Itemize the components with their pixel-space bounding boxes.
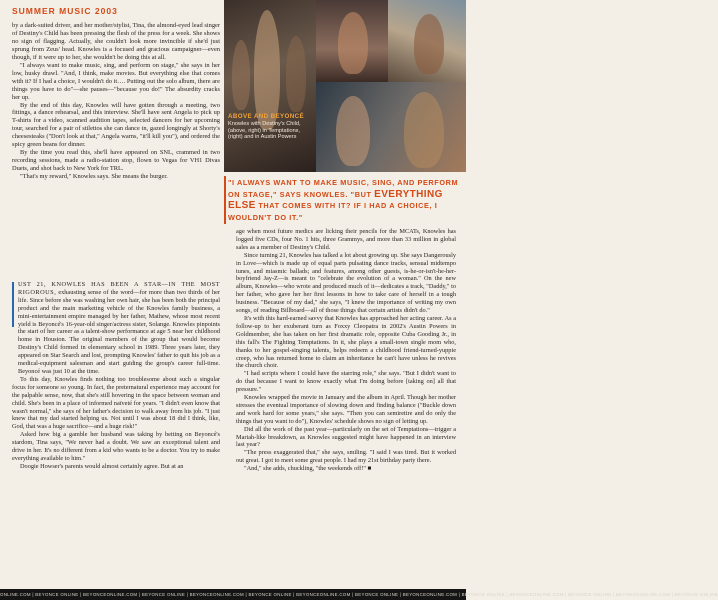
paragraph [12, 281, 220, 376]
paragraph: "I always want to make music, sing, and perform on stage," she says in her low, husky drawl. "And, I think, make movies. But everything else that comes with it? If I had a choice, I wouldn't do it…. Putting out the solo album, there are things you have to do"—she pauses—"because you do!" The absurdity cracks her up. [12, 61, 220, 101]
left-column-bottom [12, 281, 220, 471]
paragraph: "The press exaggerated that," she says, smiling. "I said I was tired. But it worked out great. I got to meet some great people. I had my 21st birthday party there. [236, 449, 456, 465]
paragraph: By the end of this day, Knowles will have gotten through a meeting, two fittings, a dance rehearsal, and this interview. She'll have sent Angela to pick up T-shirts for a video, scanned audition tapes, selected dancers for her upcoming tour, searched for a pair of stilettos she can dance in, gazed longingly at Shorty's cheesesteaks ("Don't look at that," Angela warns, "it'll kill you"), and ordered the spicy green beans for dinner. [12, 101, 220, 149]
paragraph: Since turning 21, Knowles has talked a lot about growing up. She says Dangerously in Love—which is made up of equal parts pulsating dance tracks, sensual midtempo tunes, and miasmic ballads; and features, among other guests, is-he-or-isn't-he-her-boyfriend Jay-Z—is meant to "celebrate the evolution of a woman." On the new album, Knowles—who wrote and produced much of it—dedicates a track, "Daddy," to her father, who gave her her first lessons in how to take care of herself in a tough business. "Because of my dad," she says, "I knew the importance of writing my own songs, of reading Billboard—all of those things that certain artists didn't do." [236, 251, 456, 315]
paragraph: Knowles wrapped the movie in January and the album in April. Though her mother stresses the eventual importance of slowing down and finding balance ("Buckle down and work hard for some years," she says. "Then you can semiretire and do only the things that you want to do"), Knowles' schedule shows no sign of letting up. [236, 394, 456, 425]
photo-destinys-child [224, 0, 316, 172]
photo-caption [228, 114, 314, 141]
paragraph: Doogie Howser's parents would almost certainly agree. But at an [20, 462, 184, 470]
pull-quote-emphasis: EVERYTHING ELSE [228, 188, 443, 211]
caption-title: ABOVE AND BEYONCÉ [228, 113, 305, 120]
paragraph: It's with this hard-earned savvy that Knowles has approached her acting career. As a follow-up to her exuberant turn as Foxxy Cleopatra in 2002's Austin Powers in Goldmember, she has taken on her first dramatic role, opposite Cuba Gooding Jr., in this fall's The Fighting Temptations. In it, she plays a small-town single mom who, thanks to her gospel-singing talents, helps redeem a childhood friend-turned-yuppie creep, who has returned home to claim an inheritance he can't have unless he revives the church choir. [236, 314, 456, 370]
paragraph: by a dark-suited driver, and her mother/stylist, Tina, the almond-eyed lead singer of Destiny's Child has been pressing the flesh of the press for a week. She shows no sign of flagging. Actually, she couldn't look more invincible if she'd just sprung from Zeus' head. Knowles is a focused and gracious campaigner—even though, if it were up to her, she wouldn't be doing this at all. [12, 22, 220, 61]
paragraph: "That's my reward," Knowles says. She means the burger. [20, 173, 168, 181]
photo-austin-powers [316, 82, 466, 172]
paragraph: "I had scripts where I could have the starring role," she says. "But I didn't want to do that because I want to know exactly what I'm doing before [taking on] all that pressure." [236, 370, 456, 394]
pull-quote-rule [224, 176, 226, 224]
pull-quote-part1: "I ALWAYS WANT TO MAKE MUSIC, SING, AND PERFORM ON STAGE," SAYS KNOWLES. "BUT [228, 178, 459, 199]
paragraph: Did all the work of the past year—particularly on the set of Temptations—trigger a Mariah-like breakdown, as Knowles suggested might have happened in an interview last year? [236, 425, 456, 449]
paragraph: To this day, Knowles finds nothing too troublesome about such a singular focus for someone so young. In fact, the preternatural experience may account for the palpable sense, now, that she's still hovering in the space between woman and child. She's been in a place of informed naïveté for years. "I didn't even know that wasn't normal," she says of her father's decision to walk away from his job. "I just knew that my dad started helping us. Not until I was about 18 did I think, like, God, that was a huge sacrifice—and a huge risk!" [12, 375, 220, 431]
photo-temptations [316, 0, 388, 82]
pull-quote-part2: THAT COMES WITH IT? IF I HAD A CHOICE, I WOULDN'T DO IT." [228, 201, 438, 222]
lead-paragraph-text: exhausting sense of the word—for more than two thirds of her life. Since before she was washing her own hair, she has been both the principal product and the main marketing vehicle of the Knowles family business, a mini-entertainment empire managed by her father, Mathew, whose most recent yield is Beyoncé's 16-year-old singer/actress sister, Solange. Knowles pinpoints the start of her career as a talent-show performance at age 5 near her childhood home in Houston. The original members of the group that would become Destiny's Child formed in elementary school in 1989. Three years later, they appeared on Star Search and lost, prompting Knowles' father to quit his job as a medical-equipment salesman and start guiding the group's career full-time. Beyoncé was just 10 at the time. [18, 288, 220, 375]
section-header: SUMMER MUSIC 2003 [12, 6, 118, 16]
paragraph: By the time you read this, she'll have appeared on SNL, crammed in two recording sessions, made a radio-station stop, flown to Vegas for VH1 Divas Duets, and shot back to New York for TRL. [12, 149, 220, 173]
left-column-top [12, 22, 220, 181]
paragraph: "And," she adds, chuckling, "the weekends off!" ■ [244, 465, 372, 473]
caption-text: Knowles with Destiny's Child, (above, right) in Temptations, (right) and in Austin Powers [228, 120, 301, 141]
right-column [236, 228, 456, 473]
footer-watermark-strip: ONLINE.COM | BEYONCE ONLINE | BEYONCEONLINE.COM | BEYONCE ONLINE | BEYONCEONLINE.COM | BEYONCE ONLINE | BEYONCEONLINE.COM | BEYONCE ONLINE | BEYONCEONLINE.COM | BEYONCE ONLINE | BEYONCEONLINE.COM | BEYONCE ONLINE | BEYONCEONLINE.COM | BEYONCE ONLINE [0, 589, 466, 600]
lead-in: UST 21, KNOWLES HAS BEEN A STAR—IN THE MOST RIGOROUS, [18, 281, 220, 296]
paragraph: Asked how big a gamble her husband was taking by betting on Beyoncé's stardom, Tina says, "We never had a doubt. We saw an exceptional talent and drive in her. It's no different from a kid who wants to be a doctor. You try to make everything available to him." [12, 431, 220, 462]
photo-collage [224, 0, 466, 172]
photo-portrait [388, 0, 466, 82]
paragraph: age when most future medics are licking their pencils for the MCATs, Knowles has logged five CDs, four No. 1 hits, three Grammys, and more than 33 million in global sales as a member of Destiny's Child. [236, 228, 456, 251]
pull-quote [228, 177, 464, 223]
